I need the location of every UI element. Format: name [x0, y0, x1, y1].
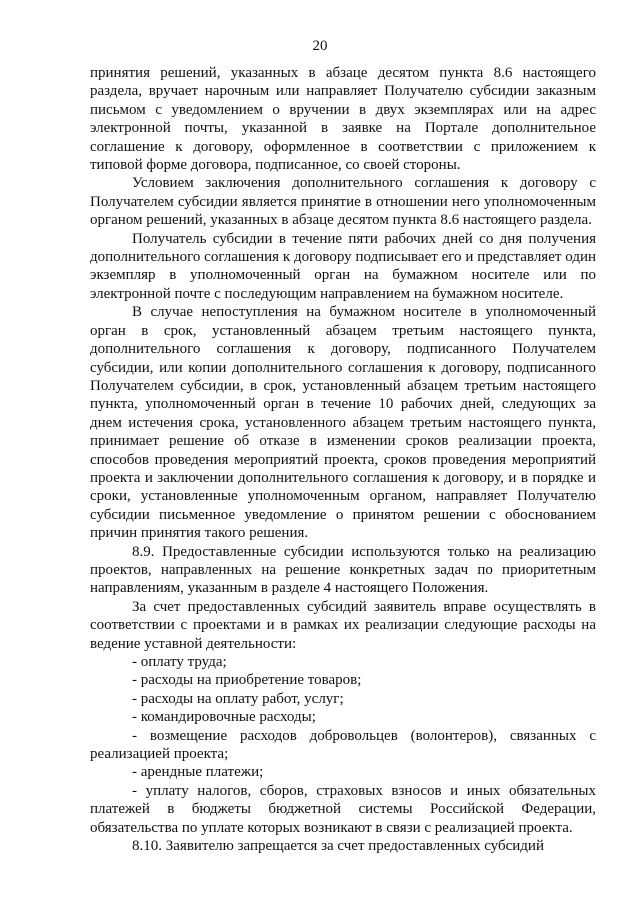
- list-item: - уплату налогов, сборов, страховых взносов и иных обязательных платежей в бюджеты бюджетной системы Российской Федерации, обязательства по уплате которых возникают в связи с реализацией проекта.: [90, 782, 596, 836]
- list-item: - расходы на приобретение товаров;: [132, 672, 362, 689]
- paragraph-expenses-intro: За счет предоставленных субсидий заявитель вправе осуществлять в соответствии с проектами и в рамках их реализации следующие расходы на ведение уставной деятельности:: [90, 598, 596, 652]
- paragraph-non-receipt: В случае непоступления на бумажном носителе в уполномоченный орган в срок, установленный абзацем третьим настоящего пункта, дополнительного соглашения к договору, подписанного Получателем субсидии, или копии дополнительного соглашения к договору, подписанного Получателем субсидии, в срок, установленный абзацем третьим настоящего пункта, уполномоченный орган в течение 10 рабочих дней, следующих за днем истечения срока, установленного абзацем третьим настоящего пункта, принимает решение об отказе в изменении сроков реализации проекта, способов проведения мероприятий проекта, сроков проведения мероприятий проекта и заключении дополнительного соглашения к договору, и в порядке и сроки, установленные уполномоченным органом, направляет Получателю субсидии письменное уведомление о принятом решении с обоснованием причин принятия такого решения.: [90, 304, 596, 542]
- paragraph-8-10: 8.10. Заявителю запрещается за счет предоставленных субсидий: [132, 838, 544, 855]
- list-item: - возмещение расходов добровольцев (волонтеров), связанных с реализацией проекта;: [90, 727, 596, 763]
- paragraph-8-9: 8.9. Предоставленные субсидии используются только на реализацию проектов, направленных на решение конкретных задач по приоритетным направлениям, указанным в разделе 4 настоящего Положения.: [90, 543, 596, 597]
- paragraph-signing: Получатель субсидии в течение пяти рабочих дней со дня получения дополнительного соглашения к договору подписывает его и представляет один экземпляр в уполномоченный орган на бумажном носителе или по электронной почте с последующим направлением на бумажном носителе.: [90, 230, 596, 302]
- list-item: - арендные платежи;: [132, 764, 264, 781]
- list-item: - оплату труда;: [132, 654, 227, 670]
- document-body: [90, 64, 596, 855]
- list-item: - командировочные расходы;: [132, 709, 316, 726]
- paragraph-condition: Условием заключения дополнительного соглашения к договору с Получателем субсидии является принятие в отношении него уполномоченным органом решений, указанных в абзаце десятом пункта 8.6 настоящего раздела.: [90, 175, 596, 229]
- paragraph-continuation: принятия решений, указанных в абзаце десятом пункта 8.6 настоящего раздела, вручает нарочным или направляет Получателю субсидии заказным письмом с уведомлением о вручении в двух экземплярах или на адрес электронной почты, указанной в заявке на Портале дополнительное соглашение к договору, оформленное в соответствии с приложением к типовой форме договора, подписанное, со своей стороны.: [90, 65, 596, 174]
- page-number: 20: [312, 38, 328, 54]
- list-item: - расходы на оплату работ, услуг;: [132, 690, 344, 707]
